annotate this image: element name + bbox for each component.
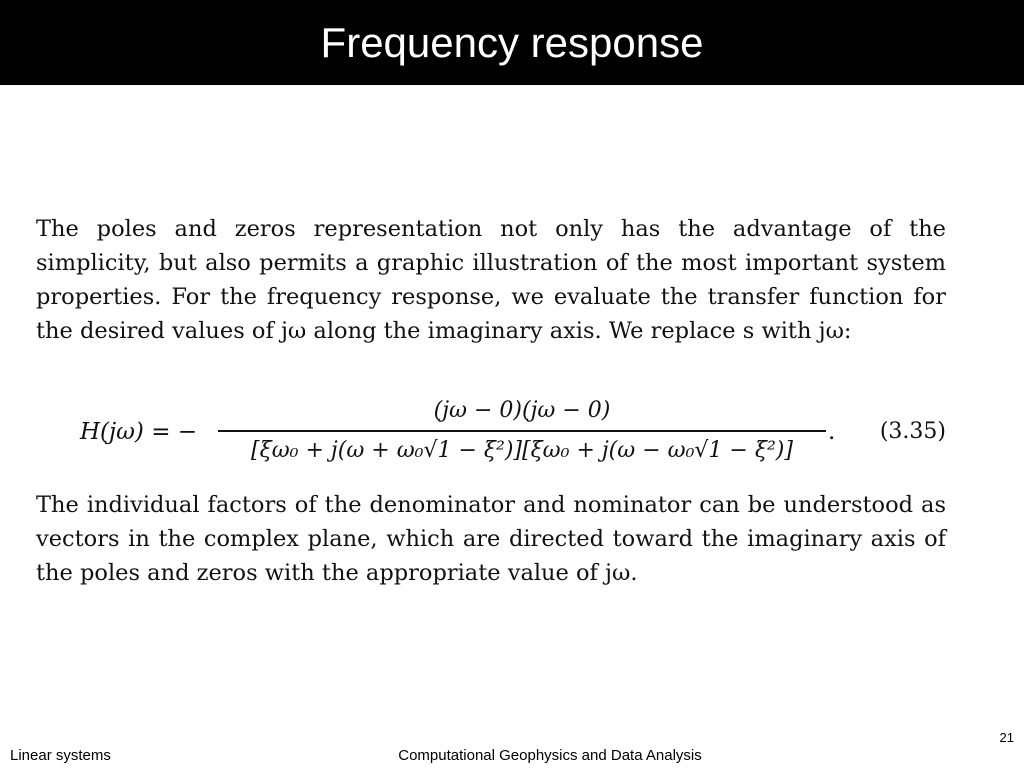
slide-title: Frequency response [320, 19, 704, 66]
equation-lhs: H(jω) = − [80, 419, 198, 445]
equation-3-35 [80, 395, 946, 475]
equation-period: . [828, 419, 836, 445]
equation-number: (3.35) [879, 419, 946, 444]
paragraph-vectors [36, 488, 946, 590]
paragraph-intro [36, 212, 946, 348]
paragraph-vectors-text: The individual factors of the denominator and nominator can be understood as vectors in the complex plane, which are directed toward the imaginary axis of the poles and zeros with the appropriate value of jω. [36, 492, 946, 586]
paragraph-intro-text: The poles and zeros representation not only has the advantage of the simplicity, but also permits a graphic illustration of the most important system properties. For the frequency response, we evaluate the transfer function for the desired values of jω along the imaginary axis. We replace s with jω: [36, 216, 946, 344]
footer-course-title: Linear systems [10, 747, 111, 764]
equation-fraction [218, 395, 826, 468]
equation-denominator: [ξω₀ + j(ω + ω₀√1 − ξ²)][ξω₀ + j(ω − ω₀√1 − ξ²)] [251, 437, 793, 463]
footer-course-subtitle: Computational Geophysics and Data Analysis [398, 747, 702, 764]
fraction-line [218, 430, 826, 432]
page-number: 21 [999, 730, 1014, 745]
equation-numerator: (jω − 0)(jω − 0) [433, 398, 611, 423]
